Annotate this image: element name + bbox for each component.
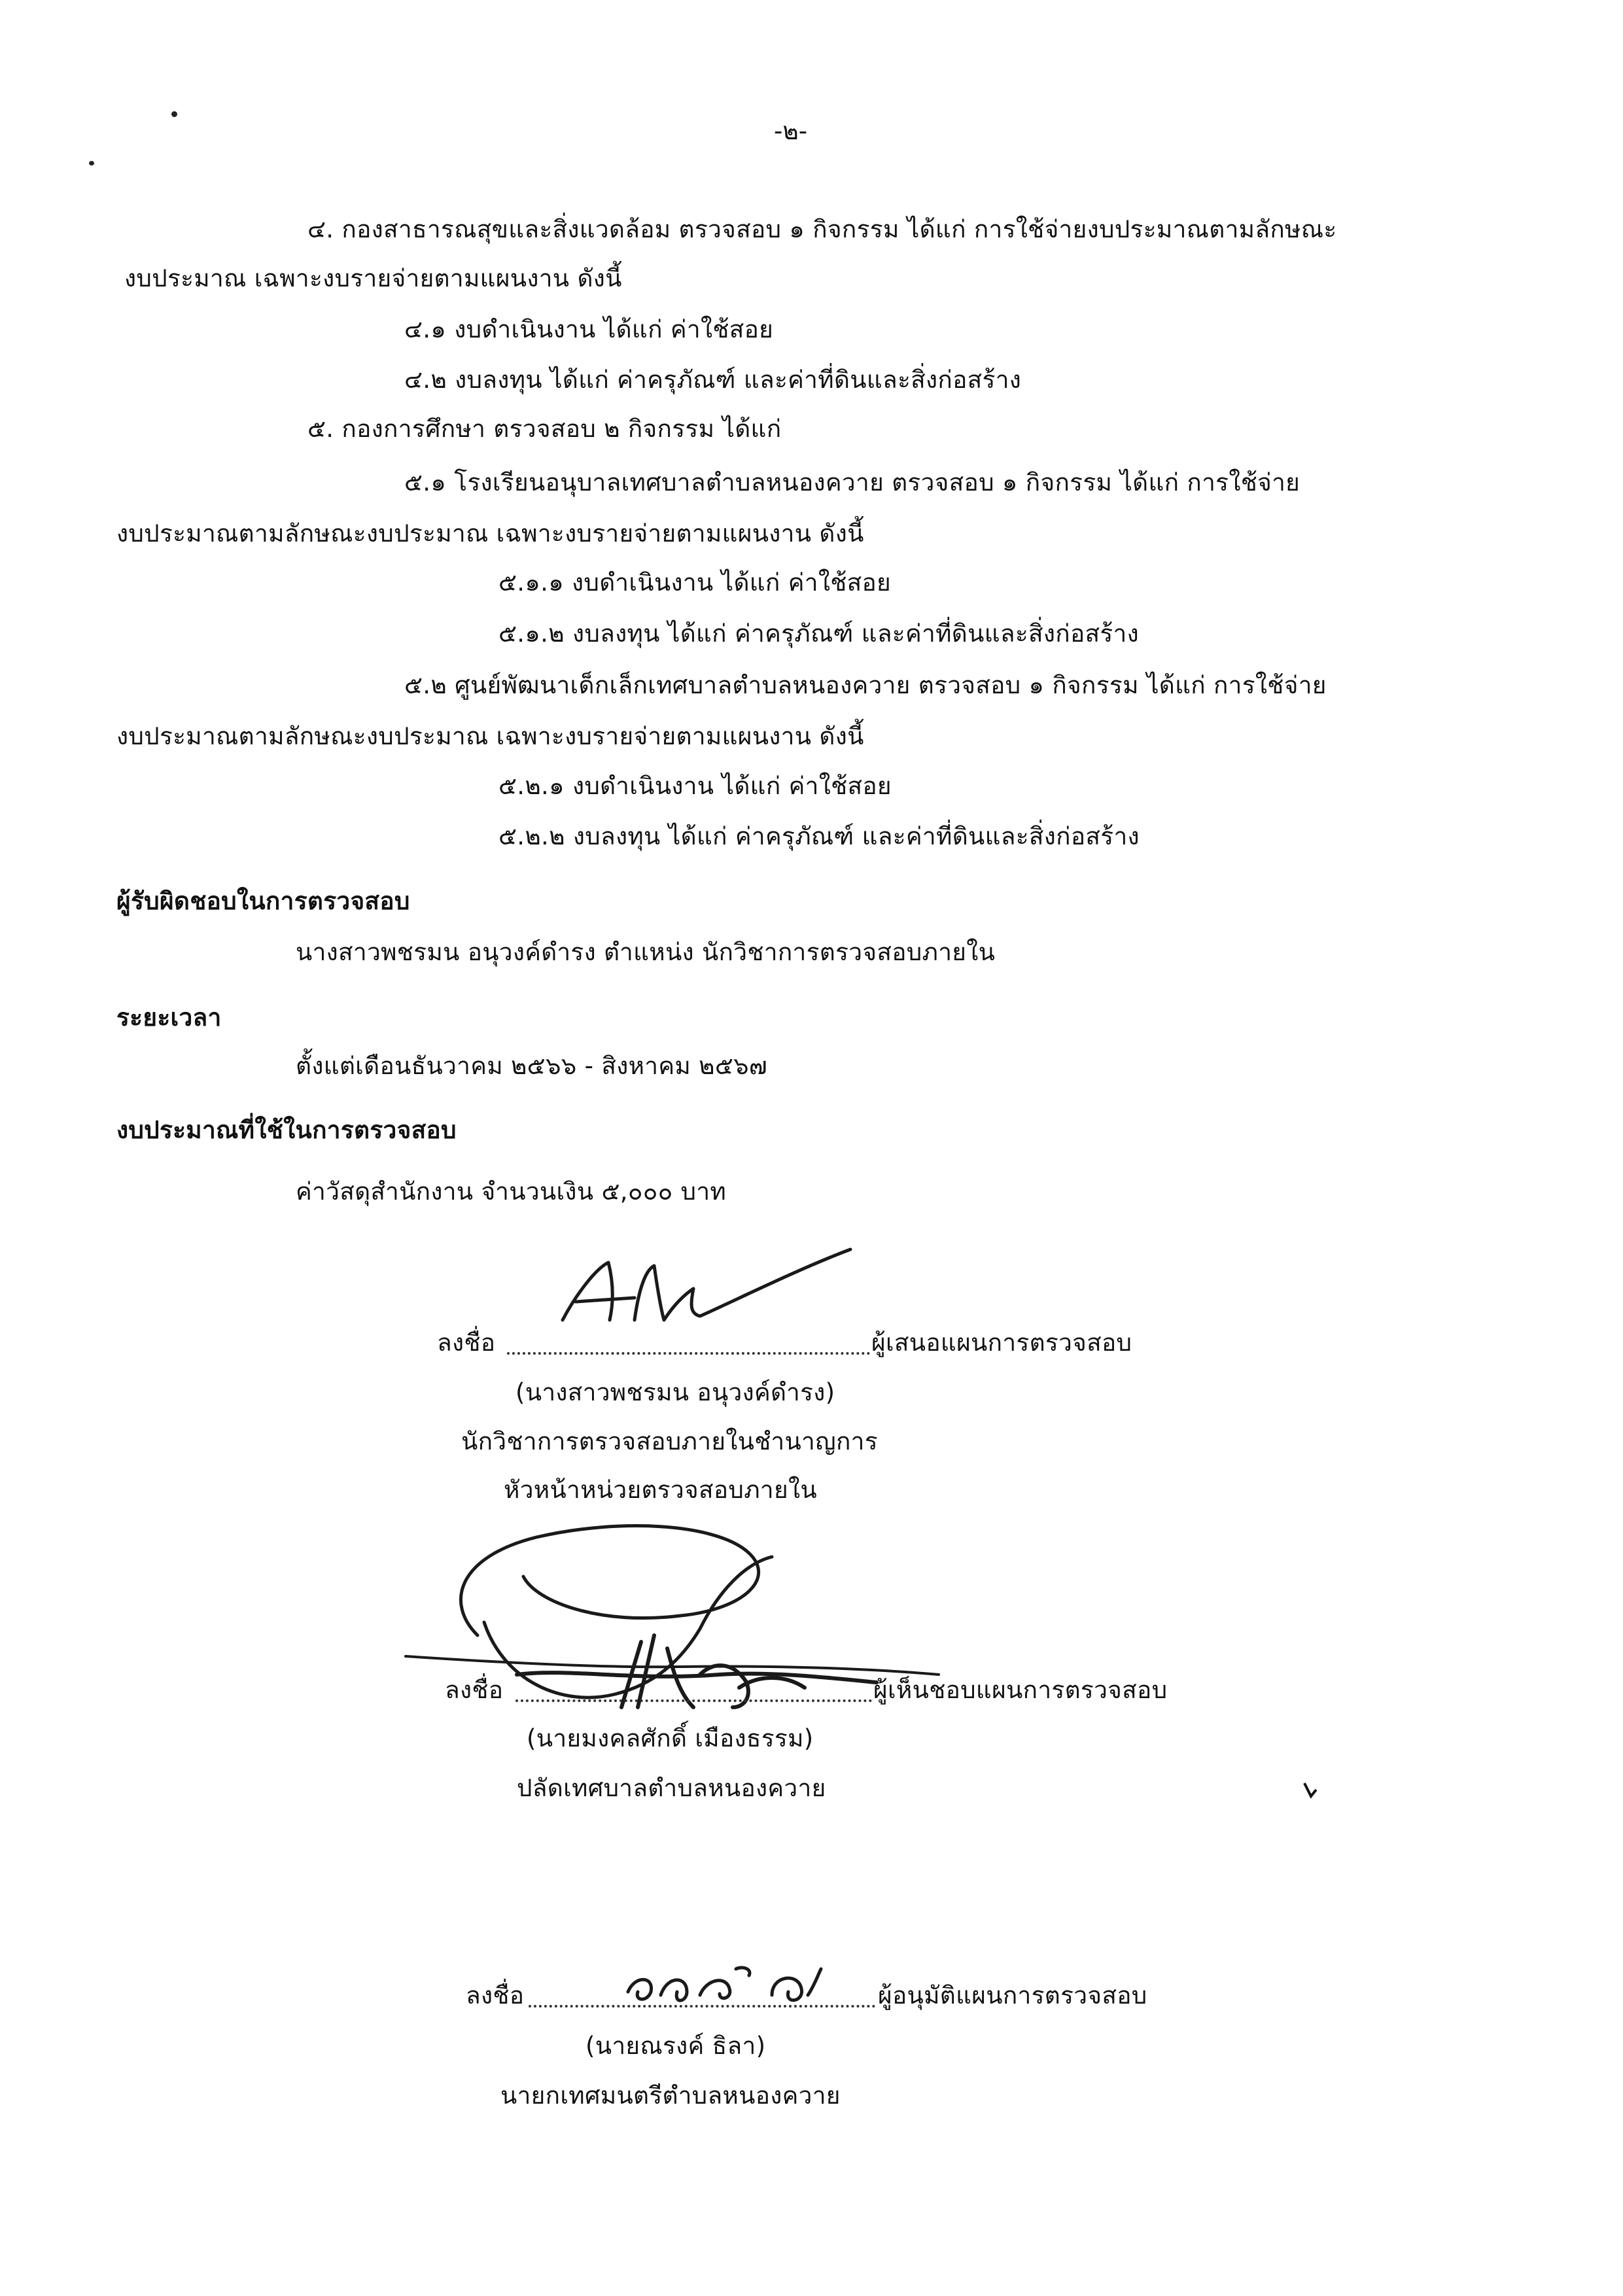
section4-line1: ๔. กองสาธารณสุขและสิ่งแวดล้อม ตรวจสอบ ๑ กิจกรรม ได้แก่ การใช้จ่ายงบประมาณตามลักษณะ (307, 215, 1337, 243)
scan-speck (89, 161, 94, 165)
section5-sub1-item2: ๕.๑.๒ งบลงทุน ได้แก่ ค่าครุภัณฑ์ และค่าที่ดินและสิ่งก่อสร้าง (498, 619, 1139, 648)
section5-sub1-item1: ๕.๑.๑ งบดำเนินงาน ได้แก่ ค่าใช้สอย (498, 568, 891, 597)
signature1-role: ผู้เสนอแผนการตรวจสอบ (871, 1329, 1132, 1357)
section5-sub2-line1: ๕.๒ ศูนย์พัฒนาเด็กเล็กเทศบาลตำบลหนองควาย ตรวจสอบ ๑ กิจกรรม ได้แก่ การใช้จ่าย (404, 671, 1327, 699)
responsible-text: นางสาวพชรมน อนุวงค์ดำรง ตำแหน่ง นักวิชาการตรวจสอบภายใน (296, 938, 996, 966)
section4-item1: ๔.๑ งบดำเนินงาน ได้แก่ ค่าใช้สอย (404, 315, 774, 343)
signature2-role: ผู้เห็นชอบแผนการตรวจสอบ (873, 1676, 1168, 1704)
section5-sub2-item2: ๕.๒.๒ งบลงทุน ได้แก่ ค่าครุภัณฑ์ และค่าที่ดินและสิ่งก่อสร้าง (498, 822, 1140, 850)
responsible-heading: ผู้รับผิดชอบในการตรวจสอบ (116, 887, 410, 915)
scan-mark (1302, 1779, 1321, 1805)
section5-sub2-item1: ๕.๒.๑ งบดำเนินงาน ได้แก่ ค่าใช้สอย (498, 772, 892, 800)
signature3-name: (นายณรงค์ ธิลา) (585, 2032, 766, 2060)
page-number: -๒- (774, 117, 808, 145)
section5-sub1-line2: งบประมาณตามลักษณะงบประมาณ เฉพาะงบรายจ่ายตามแผนงาน ดังนี้ (116, 519, 864, 548)
section4-item2: ๔.๒ งบลงทุน ได้แก่ ค่าครุภัณฑ์ และค่าที่ดินและสิ่งก่อสร้าง (404, 366, 1022, 394)
signature-endorser (406, 1511, 942, 1747)
signature1-line (507, 1352, 870, 1355)
signature2-line (515, 1699, 872, 1702)
section5-line1: ๕. กองการศึกษา ตรวจสอบ ๒ กิจกรรม ได้แก่ (307, 415, 782, 443)
scan-speck (171, 111, 177, 117)
section5-sub1-line1: ๕.๑ โรงเรียนอนุบาลเทศบาลตำบลหนองควาย ตรวจสอบ ๑ กิจกรรม ได้แก่ การใช้จ่าย (404, 468, 1300, 496)
duration-heading: ระยะเวลา (116, 1003, 222, 1032)
section4-line2: งบประมาณ เฉพาะงบรายจ่ายตามแผนงาน ดังนี้ (124, 264, 622, 292)
duration-text: ตั้งแต่เดือนธันวาคม ๒๕๖๖ - สิงหาคม ๒๕๖๗ (296, 1052, 768, 1080)
signature2-name: (นายมงคลศักดิ์ เมืองธรรม) (527, 1724, 814, 1752)
signature3-role: ผู้อนุมัติแผนการตรวจสอบ (878, 1981, 1147, 2009)
budget-text: ค่าวัสดุสำนักงาน จำนวนเงิน ๕,๐๐๐ บาท (296, 1177, 727, 1206)
signature3-label: ลงชื่อ (466, 1981, 525, 2009)
signature1-title2: หัวหน้าหน่วยตรวจสอบภายใน (504, 1476, 817, 1504)
section5-sub2-line2: งบประมาณตามลักษณะงบประมาณ เฉพาะงบรายจ่ายตามแผนงาน ดังนี้ (116, 722, 864, 750)
signature1-name: (นางสาวพชรมน อนุวงค์ดำรง) (515, 1378, 835, 1406)
signature2-label: ลงชื่อ (445, 1676, 504, 1704)
signature1-title1: นักวิชาการตรวจสอบภายในชำนาญการ (461, 1427, 878, 1455)
signature3-line (529, 2005, 875, 2008)
signature-proposer (550, 1243, 857, 1334)
signature3-title1: นายกเทศมนตรีตำบลหนองควาย (500, 2081, 841, 2110)
signature2-title1: ปลัดเทศบาลตำบลหนองควาย (517, 1774, 826, 1802)
signature1-label: ลงชื่อ (437, 1329, 496, 1357)
budget-heading: งบประมาณที่ใช้ในการตรวจสอบ (116, 1116, 457, 1144)
